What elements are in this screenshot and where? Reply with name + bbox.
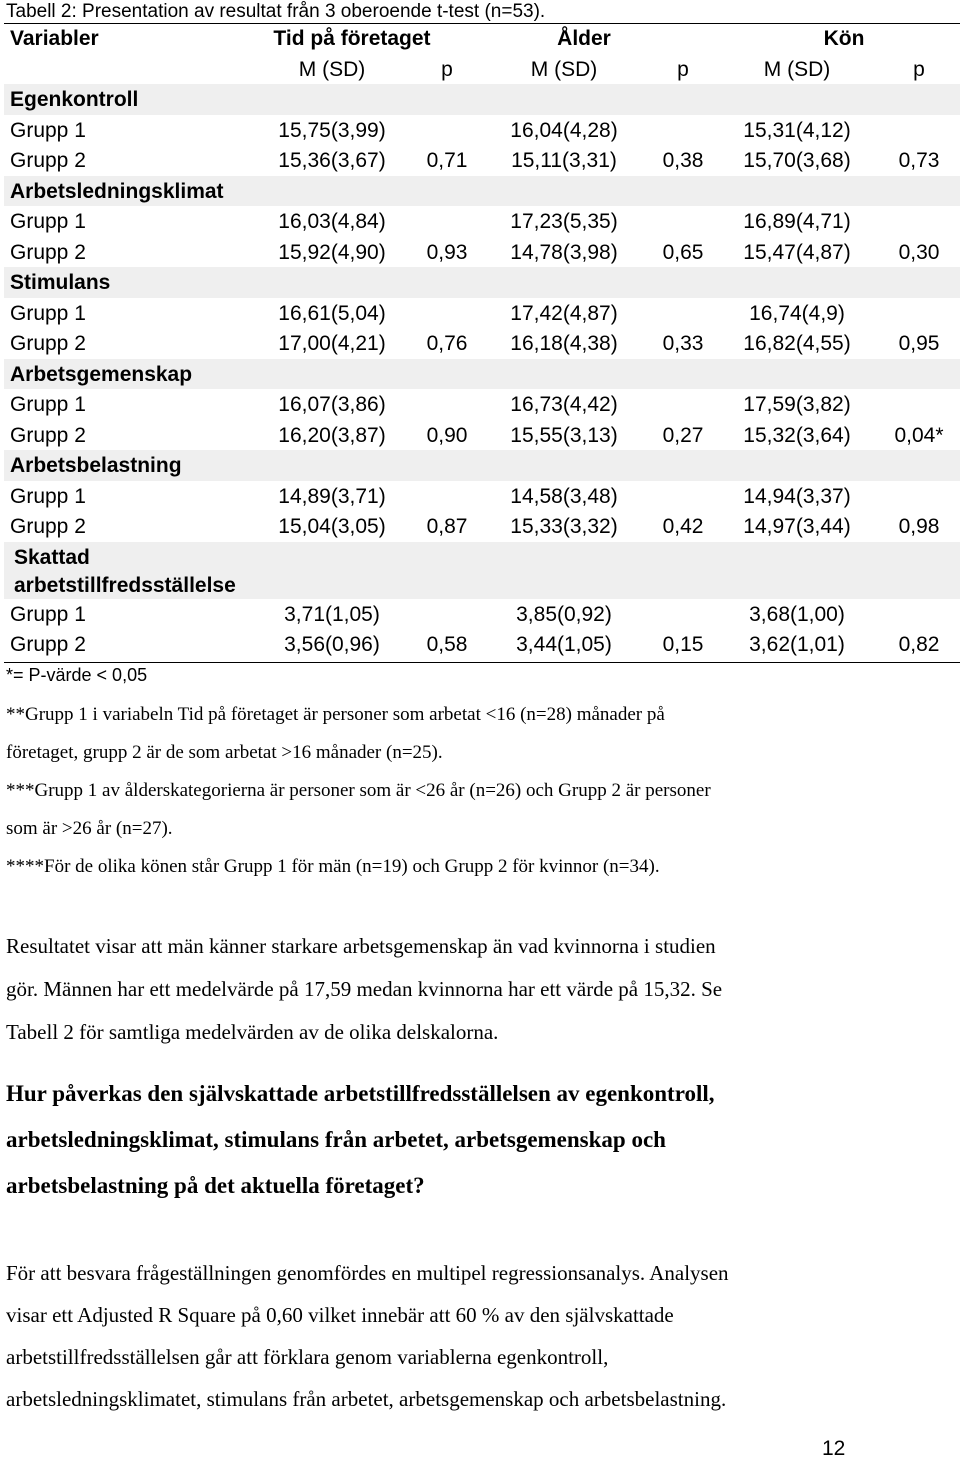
cell-p1: 0,71	[426, 149, 468, 172]
table-row	[4, 298, 960, 329]
cell-m2: 17,42(4,87)	[510, 301, 618, 325]
cell-m3: 16,89(4,71)	[743, 210, 851, 233]
cell-m2: 3,85(0,92)	[516, 602, 612, 626]
table-row	[4, 145, 960, 176]
cell-p3: 0,98	[898, 515, 940, 538]
section-title	[14, 544, 264, 600]
section-title: Stimulans	[10, 271, 111, 294]
cell-m1: 16,61(5,04)	[278, 301, 386, 325]
cell-m1: 16,20(3,87)	[278, 423, 386, 447]
cell-m1: 14,89(3,71)	[278, 484, 386, 508]
row-label: Grupp 1	[10, 393, 86, 416]
paragraph-line: Tabell 2 för samtliga medelvärden av de olika delskalorna.	[6, 1020, 499, 1044]
cell-m2: 15,11(3,31)	[511, 149, 617, 172]
section-row	[4, 267, 960, 298]
cell-p2: 0,15	[662, 633, 704, 656]
row-label: Grupp 2	[10, 149, 86, 172]
cell-m2: 14,58(3,48)	[510, 484, 618, 508]
section-heading-line: Hur påverkas den självskattade arbetstillfredsställelsen av egenkontroll,	[6, 1081, 715, 1106]
footnote-line: företaget, grupp 2 är de som arbetat >16 månader (n=25).	[6, 742, 443, 763]
table-row	[4, 511, 960, 542]
section-row	[4, 542, 960, 599]
subheader-p3: p	[913, 57, 925, 81]
footnote-line: ***Grupp 1 av ålderskategorierna är personer som är <26 år (n=26) och Grupp 2 är personer	[6, 780, 711, 801]
paragraph-line: arbetsledningsklimatet, stimulans från arbetet, arbetsgemenskap och arbetsbelastning.	[6, 1387, 727, 1411]
section-row	[4, 176, 960, 207]
cell-m2: 3,44(1,05)	[516, 633, 612, 656]
cell-p1: 0,76	[426, 332, 468, 355]
cell-m1: 15,75(3,99)	[278, 118, 386, 142]
cell-m3: 15,31(4,12)	[743, 118, 851, 142]
section-title: Arbetsbelastning	[10, 454, 182, 477]
cell-m1: 3,71(1,05)	[284, 602, 380, 626]
section-row	[4, 359, 960, 390]
cell-m2: 15,33(3,32)	[510, 515, 618, 538]
section-title: Arbetsledningsklimat	[10, 179, 224, 203]
row-label: Grupp 1	[10, 210, 86, 233]
cell-m1: 17,00(4,21)	[278, 332, 386, 355]
section-title: Arbetsgemenskap	[10, 362, 193, 386]
cell-m1: 16,03(4,84)	[278, 210, 386, 233]
cell-m3: 16,74(4,9)	[749, 301, 845, 325]
row-label: Grupp 2	[10, 633, 86, 656]
section-heading-line: arbetsbelastning på det aktuella företaget?	[6, 1173, 425, 1198]
table-row	[4, 599, 960, 630]
cell-p1: 0,58	[426, 633, 468, 656]
cell-p2: 0,27	[662, 423, 704, 447]
cell-m2: 16,18(4,38)	[510, 332, 618, 355]
footnote-line: som är >26 år (n=27).	[6, 818, 173, 839]
cell-m2: 17,23(5,35)	[510, 210, 618, 233]
section-title-line-2: arbetstillfredsställelse	[14, 573, 236, 597]
table-row	[4, 420, 960, 451]
cell-m1: 16,07(3,86)	[278, 393, 386, 416]
cell-p1: 0,93	[426, 240, 468, 264]
cell-m3: 15,47(4,87)	[743, 240, 851, 264]
table-row	[4, 115, 960, 146]
cell-p3: 0,95	[898, 332, 940, 355]
cell-m2: 14,78(3,98)	[510, 240, 618, 264]
cell-m3: 16,82(4,55)	[743, 332, 851, 355]
table-row	[4, 206, 960, 237]
section-title: Egenkontroll	[10, 88, 139, 111]
paragraph-line: gör. Männen har ett medelvärde på 17,59 medan kvinnorna har ett värde på 15,32. Se	[6, 977, 723, 1001]
header-kon: Kön	[823, 27, 865, 50]
cell-m2: 16,73(4,42)	[510, 393, 618, 416]
row-label: Grupp 2	[10, 240, 86, 264]
paragraph-line: För att besvara frågeställningen genomfördes en multipel regressionsanalys. Analysen	[6, 1261, 729, 1285]
cell-m1: 15,04(3,05)	[278, 515, 386, 538]
cell-m3: 14,97(3,44)	[743, 515, 851, 538]
table-row	[4, 389, 960, 420]
paragraph-line: Resultatet visar att män känner starkare arbetsgemenskap än vad kvinnorna i studien	[6, 934, 716, 958]
paragraph-line: visar ett Adjusted R Square på 0,60 vilket innebär att 60 % av den självskattade	[6, 1303, 674, 1327]
subheader-p2: p	[677, 57, 689, 81]
row-label: Grupp 1	[10, 301, 86, 325]
table-bottom-rule	[4, 662, 960, 663]
row-label: Grupp 2	[10, 515, 86, 538]
table-row	[4, 237, 960, 268]
cell-m2: 15,55(3,13)	[510, 423, 618, 447]
cell-p3: 0,04*	[894, 423, 944, 447]
cell-p2: 0,33	[662, 332, 704, 355]
row-label: Grupp 2	[10, 332, 86, 355]
cell-m3: 14,94(3,37)	[743, 484, 851, 508]
cell-m2: 16,04(4,28)	[510, 118, 618, 142]
row-label: Grupp 1	[10, 602, 86, 626]
section-title-line-1: Skattad	[14, 545, 90, 569]
table-note: *= P-värde < 0,05	[6, 665, 148, 685]
cell-m3: 15,32(3,64)	[743, 423, 851, 447]
cell-m3: 3,68(1,00)	[749, 602, 845, 626]
table-caption: Tabell 2: Presentation av resultat från 3 oberoende t-test (n=53).	[6, 1, 546, 22]
paragraph-line: arbetstillfredsställelsen går att förklara genom variablerna egenkontroll,	[6, 1345, 609, 1369]
header-variabler: Variabler	[10, 27, 99, 50]
table-row	[4, 629, 960, 660]
footnote-line: **Grupp 1 i variabeln Tid på företaget är personer som arbetat <16 (n=28) månader på	[6, 704, 665, 725]
header-tid: Tid på företaget	[273, 27, 431, 50]
cell-p1: 0,87	[426, 515, 468, 538]
row-label: Grupp 1	[10, 484, 86, 508]
results-table	[4, 23, 960, 660]
cell-p3: 0,30	[898, 240, 940, 264]
cell-m1: 15,92(4,90)	[278, 240, 386, 264]
subheader-m3: M (SD)	[763, 57, 831, 81]
cell-m1: 15,36(3,67)	[278, 149, 386, 172]
section-row	[4, 450, 960, 481]
subheader-p1: p	[441, 57, 453, 81]
cell-m3: 17,59(3,82)	[743, 393, 851, 416]
subheader-m1: M (SD)	[298, 57, 366, 81]
row-label: Grupp 1	[10, 118, 86, 142]
cell-m1: 3,56(0,96)	[284, 633, 380, 656]
cell-p3: 0,82	[898, 633, 940, 656]
cell-p1: 0,90	[426, 423, 468, 447]
footnote-line: ****För de olika könen står Grupp 1 för män (n=19) och Grupp 2 för kvinnor (n=34).	[6, 856, 660, 877]
cell-p3: 0,73	[898, 149, 940, 172]
section-heading-line: arbetsledningsklimat, stimulans från arbetet, arbetsgemenskap och	[6, 1127, 666, 1152]
table-row	[4, 481, 960, 512]
cell-p2: 0,38	[662, 149, 704, 172]
section-row	[4, 84, 960, 115]
row-label: Grupp 2	[10, 423, 86, 447]
table-row	[4, 328, 960, 359]
page-number: 12	[822, 1437, 846, 1460]
table-header-row	[4, 23, 960, 54]
cell-m3: 3,62(1,01)	[749, 633, 845, 656]
subheader-m2: M (SD)	[530, 57, 598, 81]
table-subheader-row	[4, 54, 960, 85]
header-alder: Ålder	[557, 27, 611, 50]
cell-p2: 0,42	[662, 515, 704, 538]
cell-p2: 0,65	[662, 240, 704, 264]
cell-m3: 15,70(3,68)	[743, 149, 851, 172]
